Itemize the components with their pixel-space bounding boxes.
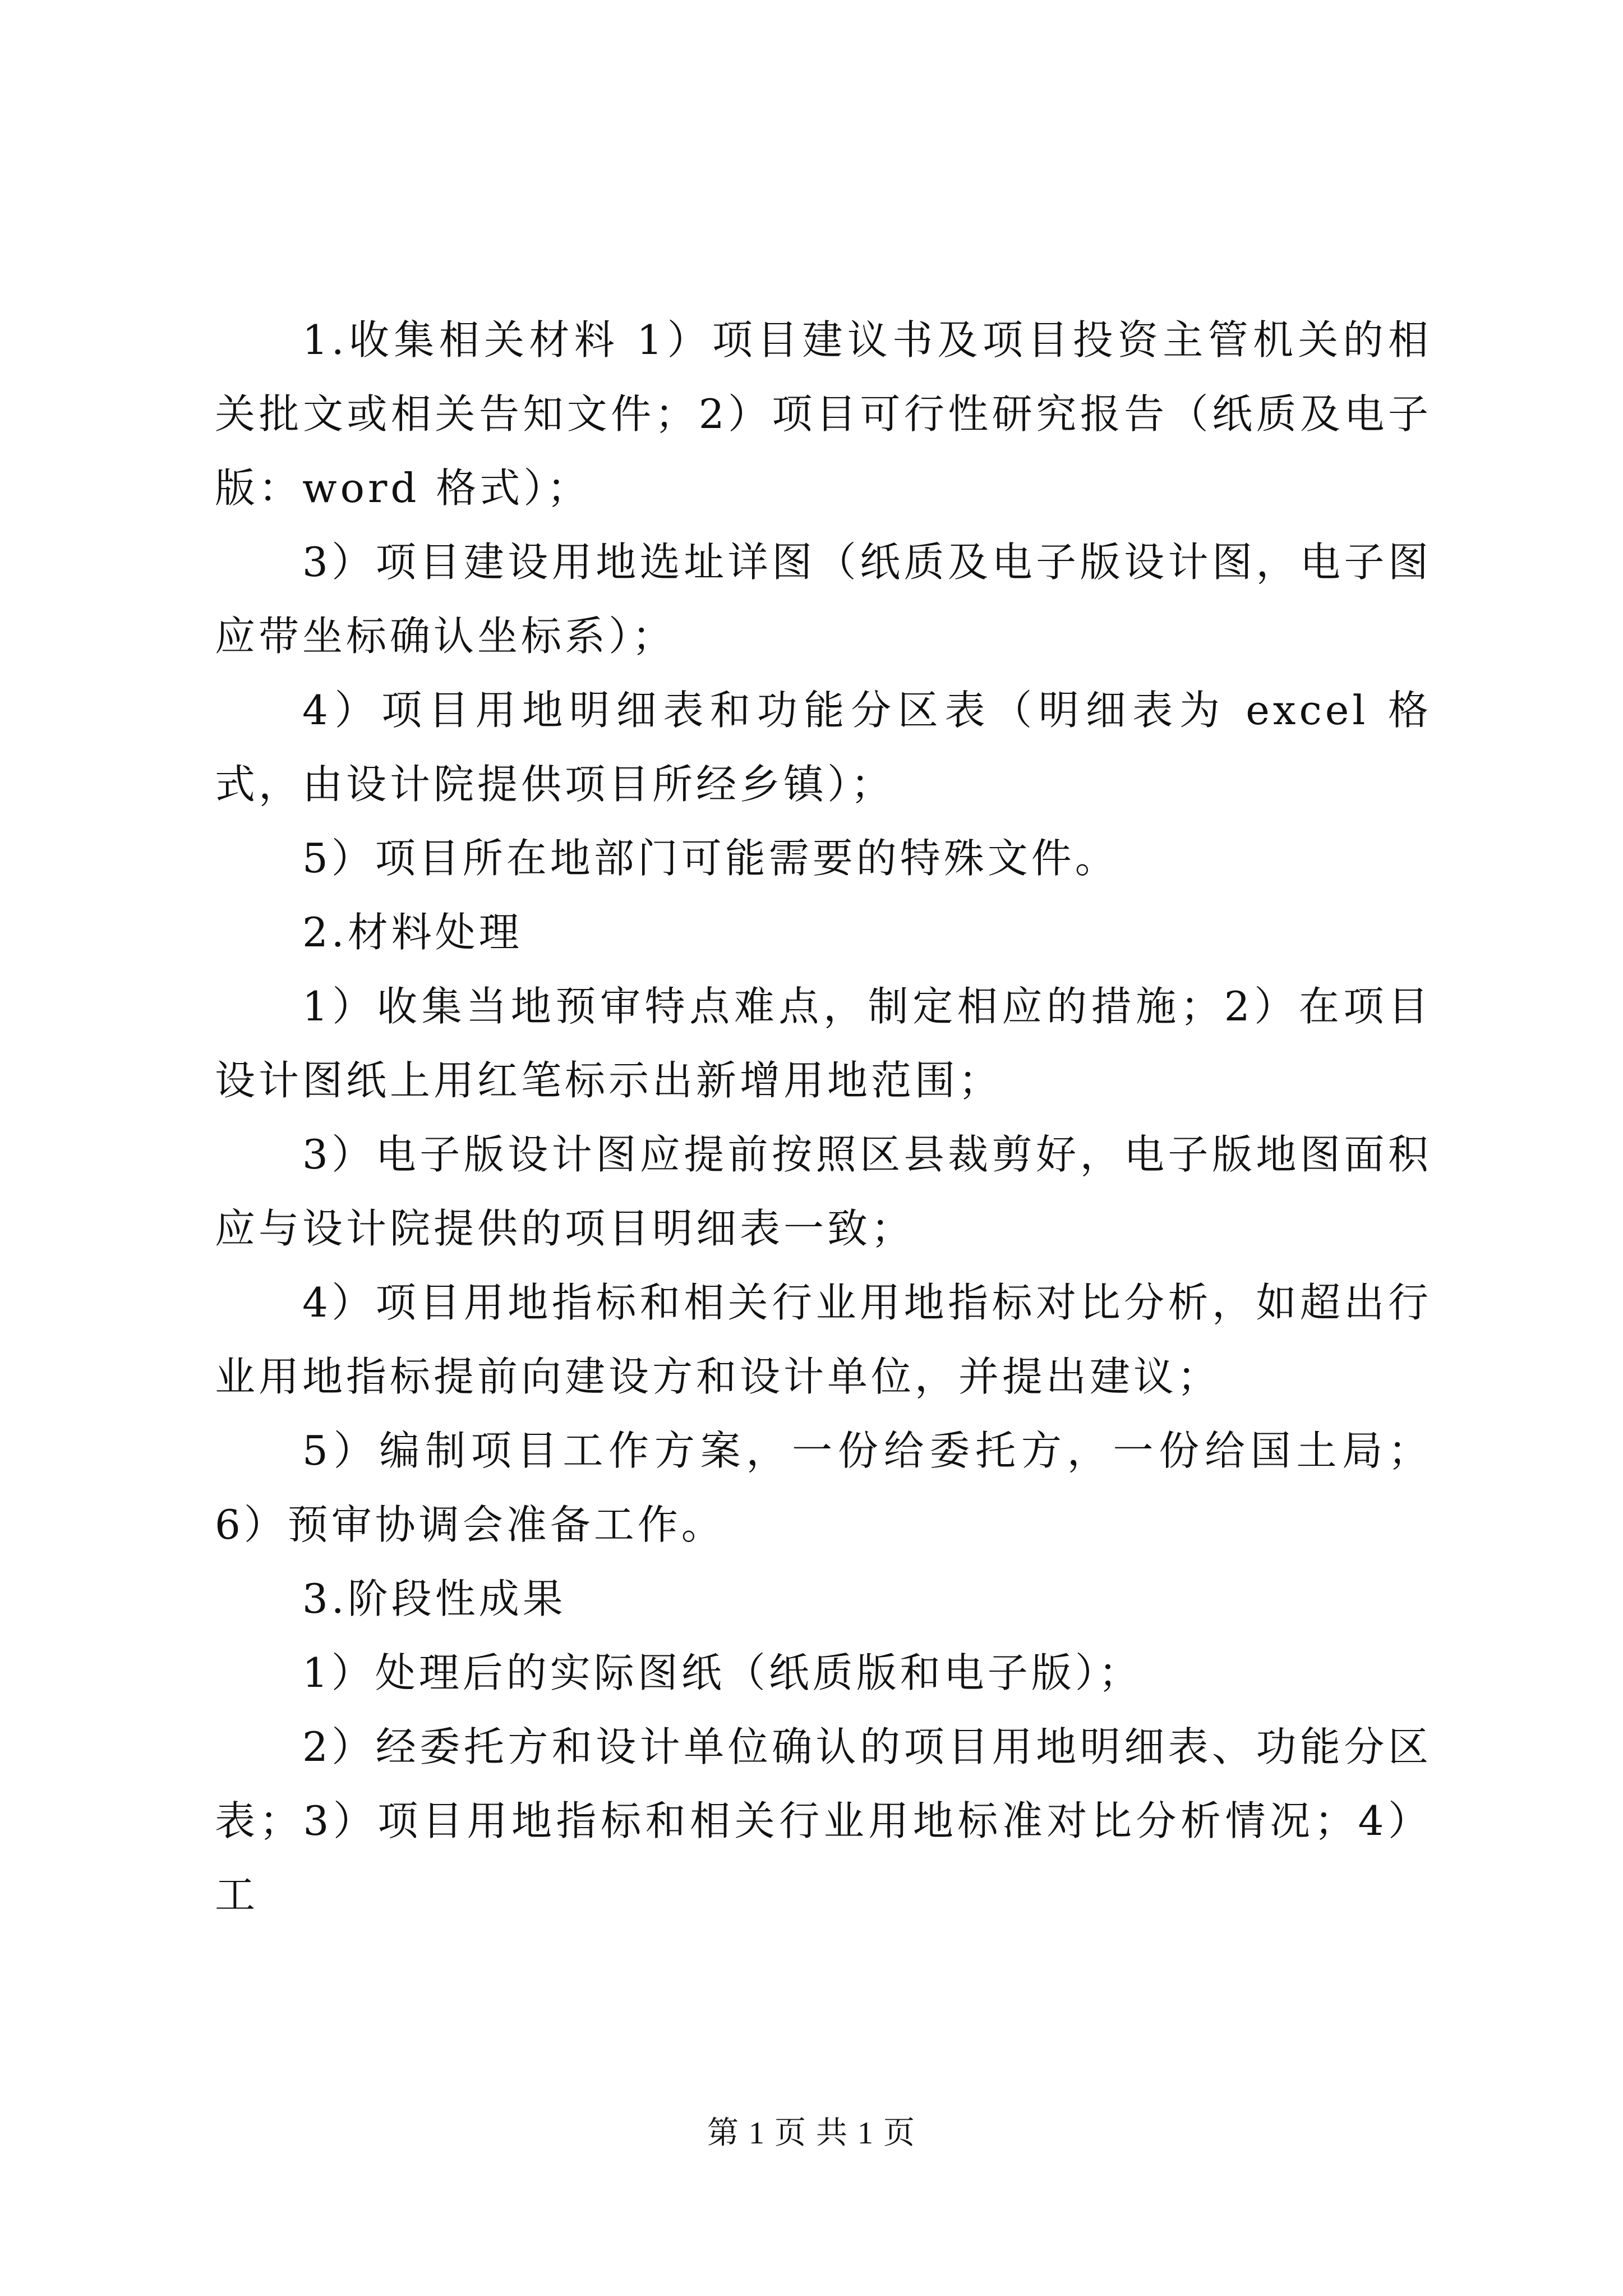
paragraph-electronic-map: 3）电子版设计图应提前按照区县裁剪好，电子版地图面积应与设计院提供的项目明细表一致； [215,1131,1432,1252]
paragraph-difficulties: 1）收集当地预审特点难点，制定相应的措施；2）在项目设计图纸上用红笔标示出新增用地范围； [215,983,1432,1104]
page-number-footer: 第 1 页 共 1 页 [707,2116,916,2151]
heading-phase-results: 3.阶段性成果 [302,1575,566,1622]
document-body [215,303,1432,1932]
paragraph-collect-materials: 1.收集相关材料 1）项目建议书及项目投资主管机关的相关批文或相关告知文件；2）项目可行性研究报告（纸质及电子版：word 格式）； [215,316,1432,512]
paragraph-land-schedule: 4）项目用地明细表和功能分区表（明细表为 excel 格式，由设计院提供项目所经乡镇）； [215,687,1432,808]
paragraph-work-plan: 5）编制项目工作方案，一份给委托方，一份给国土局；6）预审协调会准备工作。 [215,1427,1432,1548]
paragraph-special-files: 5）项目所在地部门可能需要的特殊文件。 [302,835,1119,882]
paragraph-site-map: 3）项目建设用地选址详图（纸质及电子版设计图，电子图应带坐标确认坐标系）； [215,539,1432,660]
heading-material-processing: 2.材料处理 [302,909,523,956]
paragraph-indicator-analysis: 4）项目用地指标和相关行业用地指标对比分析，如超出行业用地指标提前向建设方和设计单位，并提出建议； [215,1279,1432,1400]
paragraph-confirmed-schedule: 2）经委托方和设计单位确认的项目用地明细表、功能分区表；3）项目用地指标和相关行业用地标准对比分析情况；4）工 [215,1723,1432,1918]
paragraph-processed-drawings: 1）处理后的实际图纸（纸质版和电子版）； [302,1649,1142,1696]
